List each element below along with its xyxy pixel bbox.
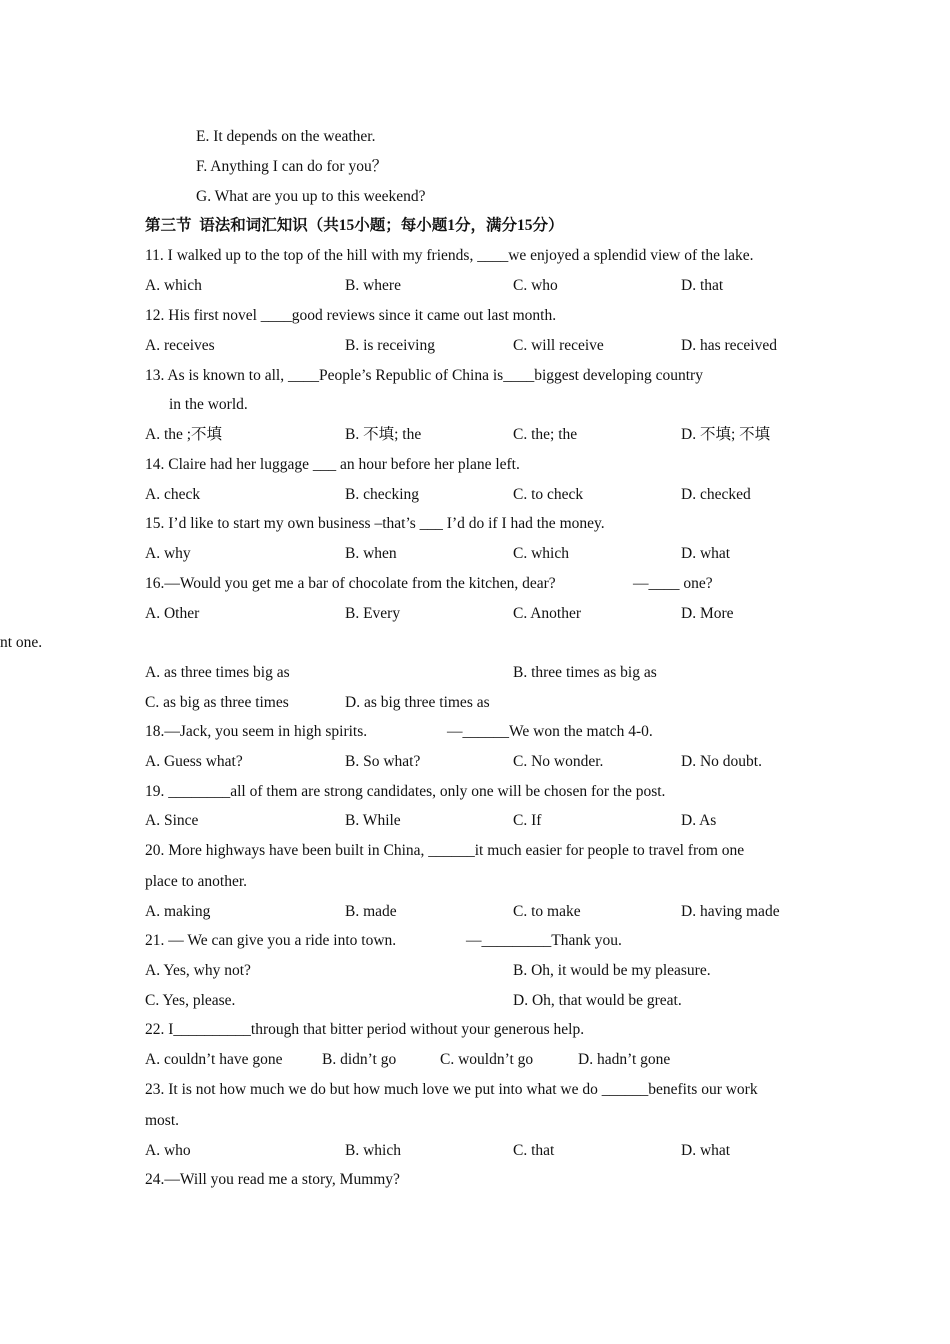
question-19-option-b: B. While [345,812,401,829]
question-20-option-c: C. to make [513,903,581,920]
question-21-reply: —_________Thank you. [466,932,622,949]
question-16-reply: —____ one? [633,575,713,592]
question-21-stem: 21. — We can give you a ride into town. [145,932,397,949]
question-17-option-c: C. as big as three times [145,694,289,711]
question-18-option-a: A. Guess what? [145,753,243,770]
question-14-option-d: D. checked [681,486,751,503]
question-11-option-c: C. who [513,277,558,294]
question-13-option-c: C. the; the [513,426,578,443]
question-13-stem-continued: in the world. [169,396,248,413]
question-17-option-a: A. as three times big as [145,664,290,681]
question-13-stem: 13. As is known to all, ____People’s Republic of China is____biggest developing country [145,367,703,384]
option-e: E. It depends on the weather. [196,128,376,145]
question-22-stem: 22. I__________through that bitter period without your generous help. [145,1021,585,1038]
question-19-option-c: C. If [513,812,542,829]
question-18-option-b: B. So what? [345,753,421,770]
question-17-stem-fragment: nt one. [0,634,43,651]
question-17-option-d: D. as big three times as [345,694,490,711]
question-16-option-a: A. Other [145,605,200,622]
question-20-option-d: D. having made [681,903,780,920]
question-21-option-b: B. Oh, it would be my pleasure. [513,962,711,979]
question-14-stem: 14. Claire had her luggage ___ an hour before her plane left. [145,456,520,473]
question-17-option-b: B. three times as big as [513,664,657,681]
question-18-reply: —______We won the match 4-0. [447,723,653,740]
question-20-stem-continued: place to another. [145,873,247,890]
question-23-option-c: C. that [513,1142,555,1159]
option-g: G. What are you up to this weekend? [196,188,426,205]
question-16-option-b: B. Every [345,605,401,622]
question-22-option-b: B. didn’t go [322,1051,397,1068]
question-21-option-d: D. Oh, that would be great. [513,992,682,1009]
question-22-option-c: C. wouldn’t go [440,1051,534,1068]
question-18-stem: 18.—Jack, you seem in high spirits. [145,723,368,740]
question-24-stem: 24.—Will you read me a story, Mummy? [145,1171,400,1188]
question-16-option-d: D. More [681,605,734,622]
question-23-option-a: A. who [145,1142,191,1159]
question-23-option-b: B. which [345,1142,401,1159]
question-15-option-a: A. why [145,545,191,562]
question-18-option-d: D. No doubt. [681,753,762,770]
question-12-option-d: D. has received [681,337,777,354]
question-16-stem: 16.—Would you get me a bar of chocolate from the kitchen, dear? [145,575,556,592]
question-11-option-a: A. which [145,277,202,294]
question-13-option-a: A. the ;不填 [145,426,223,443]
question-19-stem: 19. ________all of them are strong candidates, only one will be chosen for the post. [145,783,666,800]
question-22-option-a: A. couldn’t have gone [145,1051,283,1068]
question-19-option-d: D. As [681,812,717,829]
question-18-option-c: C. No wonder. [513,753,604,770]
question-11-option-d: D. that [681,277,724,294]
question-22-option-d: D. hadn’t gone [578,1051,671,1068]
question-23-option-d: D. what [681,1142,731,1159]
question-23-stem-continued: most. [145,1112,180,1129]
option-f: F. Anything I can do for you？ [196,158,388,175]
question-23-stem: 23. It is not how much we do but how much love we put into what we do ______benefits our work [145,1081,758,1098]
question-14-option-a: A. check [145,486,201,503]
question-21-option-c: C. Yes, please. [145,992,236,1009]
question-12-option-a: A. receives [145,337,215,354]
question-14-option-b: B. checking [345,486,420,503]
question-11-stem: 11. I walked up to the top of the hill with my friends, ____we enjoyed a splendid view of the lake. [145,247,754,264]
question-20-option-b: B. made [345,903,397,920]
question-12-option-c: C. will receive [513,337,604,354]
question-15-option-d: D. what [681,545,731,562]
question-12-stem: 12. His first novel ____good reviews since it came out last month. [145,307,557,324]
question-15-option-c: C. which [513,545,569,562]
question-12-option-b: B. is receiving [345,337,435,354]
question-11-option-b: B. where [345,277,401,294]
question-21-option-a: A. Yes, why not? [145,962,251,979]
question-19-option-a: A. Since [145,812,199,829]
question-20-option-a: A. making [145,903,211,920]
question-15-option-b: B. when [345,545,397,562]
question-20-stem: 20. More highways have been built in China, ______it much easier for people to travel from one [145,842,745,859]
section-heading: 第三节 语法和词汇知识（共15小题；每小题1分，满分15分） [145,217,564,234]
question-13-option-b: B. 不填; the [345,426,422,443]
question-14-option-c: C. to check [513,486,584,503]
question-15-stem: 15. I’d like to start my own business –that’s ___ I’d do if I had the money. [145,515,605,532]
question-16-option-c: C. Another [513,605,582,622]
question-13-option-d: D. 不填; 不填 [681,426,771,443]
